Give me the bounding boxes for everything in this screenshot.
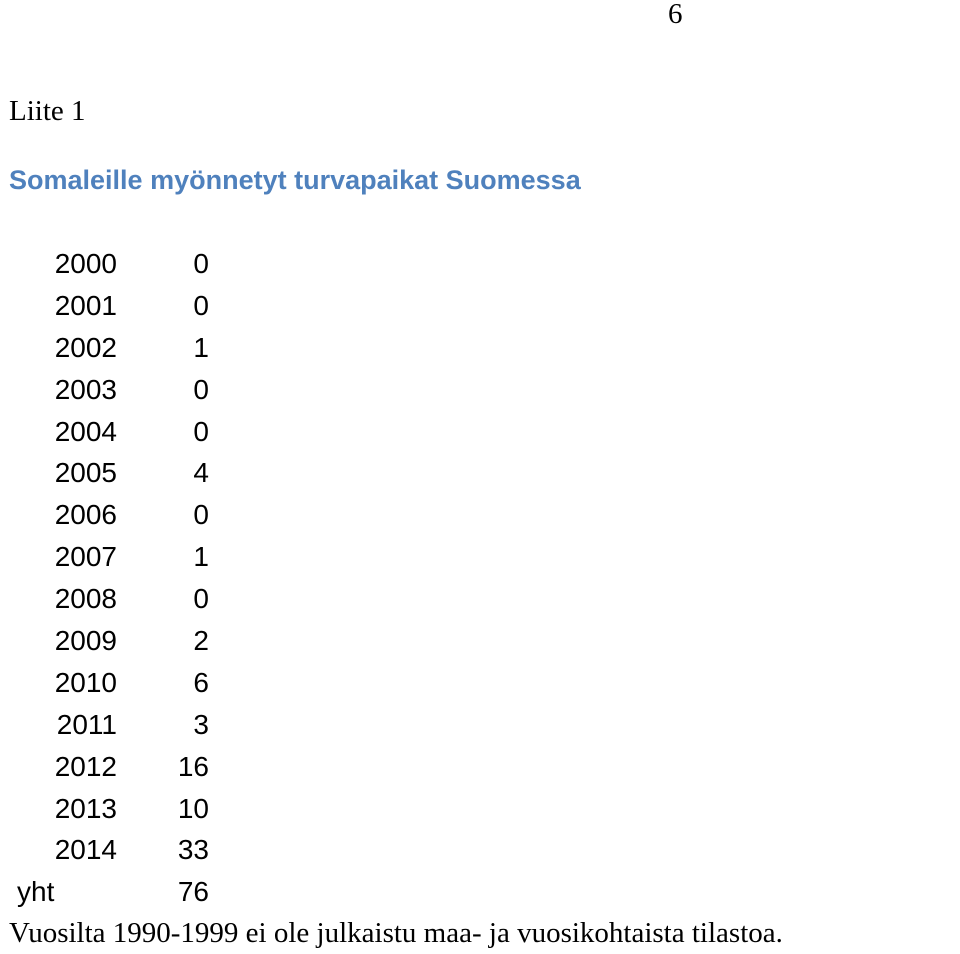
year-cell: 2010 — [54, 666, 117, 698]
year-cell: 2014 — [54, 834, 117, 866]
year-cell: 2000 — [54, 248, 117, 279]
table-row — [0, 788, 220, 830]
table-row — [0, 369, 220, 411]
year-cell: 2003 — [54, 373, 117, 405]
year-cell: 2001 — [54, 289, 117, 321]
total-label: yht — [17, 876, 55, 908]
table-row — [0, 662, 220, 704]
table-row — [0, 452, 220, 494]
table-row — [0, 494, 220, 536]
count-cell: 1 — [193, 541, 209, 573]
table-total-row — [0, 871, 220, 913]
total-count: 76 — [177, 876, 209, 908]
table-row — [0, 620, 220, 662]
asylum-table — [0, 243, 220, 913]
count-cell: 3 — [193, 708, 209, 740]
table-row — [0, 285, 220, 327]
count-cell: 0 — [193, 499, 209, 531]
page-title: Somaleille myönnetyt turvapaikat Suomessa — [9, 165, 581, 195]
count-cell: 1 — [193, 331, 209, 363]
table-row — [0, 704, 220, 746]
count-cell: 2 — [193, 625, 209, 657]
year-cell: 2004 — [54, 415, 117, 447]
year-cell: 2007 — [54, 541, 117, 573]
year-cell: 2006 — [54, 499, 117, 531]
count-cell: 33 — [177, 834, 209, 866]
year-cell: 2005 — [54, 457, 117, 489]
table-row — [0, 829, 220, 871]
table-row — [0, 746, 220, 788]
count-cell: 0 — [193, 289, 209, 321]
count-cell: 0 — [193, 583, 209, 615]
table-row — [0, 327, 220, 369]
table-row — [0, 536, 220, 578]
year-cell: 2013 — [54, 792, 117, 824]
year-cell: 2009 — [54, 625, 117, 657]
count-cell: 10 — [177, 792, 209, 824]
page-number: 6 — [668, 0, 683, 30]
count-cell: 4 — [193, 457, 209, 489]
count-cell: 0 — [193, 248, 209, 279]
year-cell: 2011 — [56, 708, 117, 740]
appendix-label: Liite 1 — [9, 95, 86, 127]
year-cell: 2002 — [54, 331, 117, 363]
count-cell: 16 — [177, 750, 209, 782]
table-row — [0, 411, 220, 453]
table-row — [0, 578, 220, 620]
count-cell: 0 — [193, 373, 209, 405]
count-cell: 6 — [193, 666, 209, 698]
footnote: Vuosilta 1990-1999 ei ole julkaistu maa- ja vuosikohtaista tilastoa. — [9, 917, 783, 949]
year-cell: 2012 — [54, 750, 117, 782]
count-cell: 0 — [193, 415, 209, 447]
table-row — [0, 243, 220, 285]
year-cell: 2008 — [54, 583, 117, 615]
